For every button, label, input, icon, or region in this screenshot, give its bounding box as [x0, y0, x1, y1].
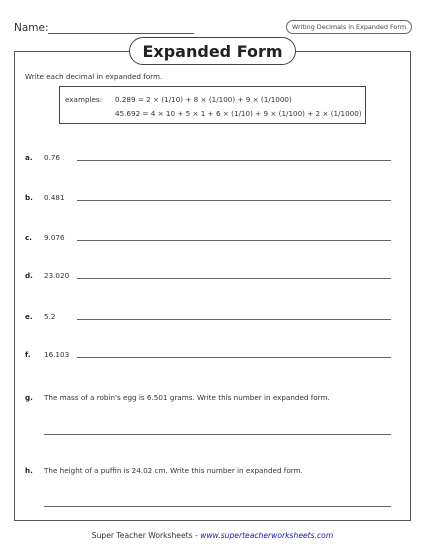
- problem-letter: e.: [25, 312, 33, 321]
- footer: [0, 531, 425, 540]
- problem-value: 9.076: [44, 233, 65, 242]
- problem-letter: f.: [25, 350, 31, 359]
- answer-line[interactable]: [44, 434, 391, 435]
- answer-line[interactable]: [77, 278, 391, 279]
- answer-line[interactable]: [44, 506, 391, 507]
- problem-value: 16.103: [44, 350, 70, 359]
- example-line: 0.289 = 2 × (1/10) + 8 × (1/100) + 9 × (1/1000): [115, 95, 292, 104]
- problem-letter: c.: [25, 233, 32, 242]
- examples-box: [59, 86, 366, 124]
- answer-line[interactable]: [77, 240, 391, 241]
- footer-url-link[interactable]: www.superteacherworksheets.com: [200, 531, 334, 540]
- name-line: [48, 33, 194, 34]
- problem-letter: a.: [25, 153, 33, 162]
- answer-line[interactable]: [77, 160, 391, 161]
- problem-value: 23.020: [44, 271, 70, 280]
- name-label: Name:: [14, 22, 49, 34]
- footer-brand: Super Teacher Worksheets -: [91, 531, 201, 540]
- examples-label: examples:: [65, 95, 103, 104]
- word-problem-text: The height of a puffin is 24.02 cm. Write this number in expanded form.: [44, 466, 303, 475]
- answer-line[interactable]: [77, 319, 391, 320]
- answer-line[interactable]: [77, 200, 391, 201]
- example-line: 45.692 = 4 × 10 + 5 × 1 + 6 × (1/10) + 9 × (1/100) + 2 × (1/1000): [115, 109, 362, 118]
- problem-letter: h.: [25, 466, 33, 475]
- problem-letter: d.: [25, 271, 33, 280]
- page-title: Expanded Form: [129, 37, 296, 65]
- problem-letter: g.: [25, 393, 33, 402]
- problem-letter: b.: [25, 193, 33, 202]
- topic-badge: Writing Decimals in Expanded Form: [286, 20, 412, 34]
- instructions: Write each decimal in expanded form.: [25, 72, 163, 81]
- problem-value: 0.481: [44, 193, 65, 202]
- problem-value: 0.76: [44, 153, 61, 162]
- problem-value: 5.2: [44, 312, 56, 321]
- answer-line[interactable]: [77, 357, 391, 358]
- word-problem-text: The mass of a robin's egg is 6.501 grams. Write this number in expanded form.: [44, 393, 330, 402]
